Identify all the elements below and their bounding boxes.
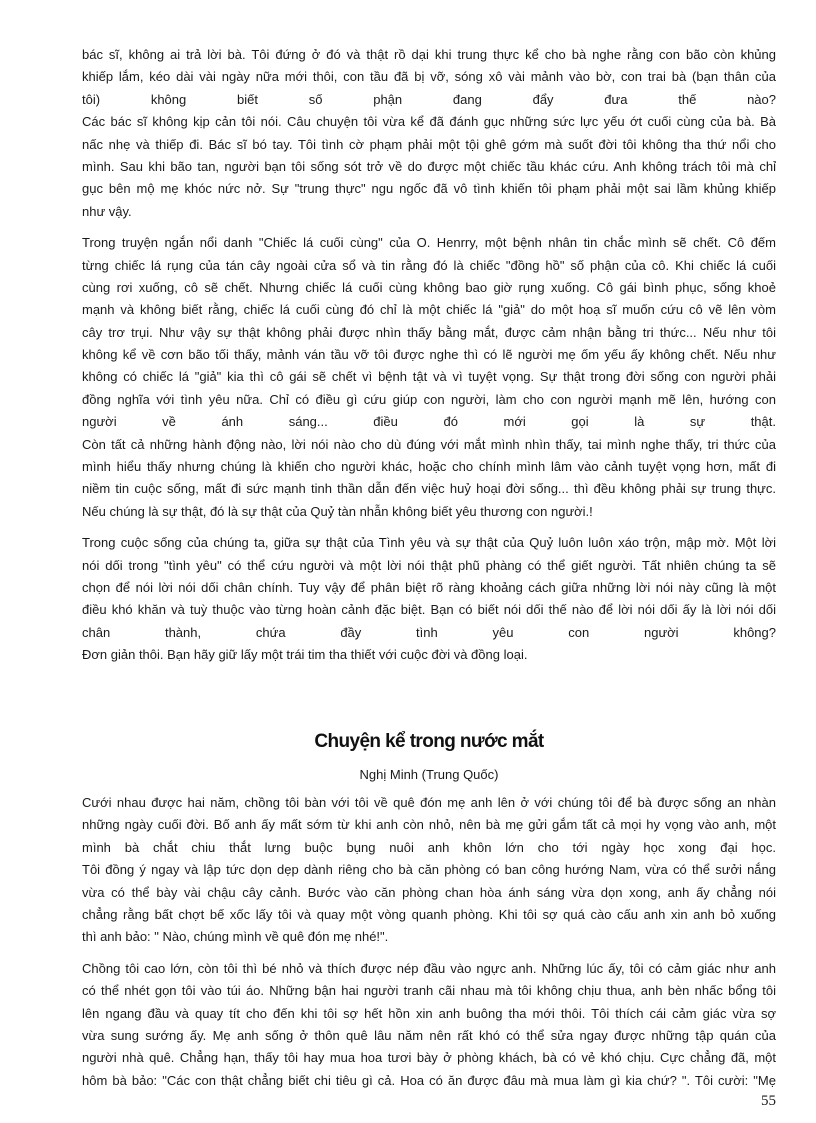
text-line: Còn tất cả những hành động nào, lời nói nào cho dù đúng với mắt mình nhìn thấy, tai mình nghe thấy, tri thức của xyxy=(82,436,776,452)
text-line: đồng nghĩa với tình yêu nữa. Chỉ có điều gì cứu giúp con người, làm cho con người mạnh mẽ lên, hướng con xyxy=(82,391,776,407)
text-line: mình bà chắt chiu thắt lưng buộc bụng nuôi anh khôn lớn cho tới ngày học xong đại học. xyxy=(82,839,776,855)
text-line: Đơn giản thôi. Bạn hãy giữ lấy một trái tim tha thiết với cuộc đời và đồng loại. xyxy=(82,647,528,663)
text-line: những ngày cuối đời. Bố anh ấy mất sớm từ khi anh còn nhỏ, nên bà mẹ gửi gắm tất cả mọi hy vọng vào anh, một xyxy=(82,817,776,833)
text-line: người nhà quê. Chẳng hạn, thấy tôi hay mua hoa tươi bày ở phòng khách, bà có vẻ khó chịu. Cực chẳng đã, một xyxy=(82,1050,776,1066)
paragraph xyxy=(82,232,776,523)
text-line: tôi) không biết số phận đang đẩy đưa thế nào? xyxy=(82,91,776,107)
story-header xyxy=(82,728,776,786)
text-line: vừa có thể bày vài chậu cây cảnh. Bước vào căn phòng chan hòa ánh sáng vừa dọn xong, anh ấy chẳng nói xyxy=(82,884,776,900)
paragraph xyxy=(82,532,776,666)
text-line: nói dối trong "tình yêu" có thể cứu người và một lời nói thật phũ phàng có thể giết người. Tất nhiên chúng ta sẽ xyxy=(82,557,776,573)
page-body-top xyxy=(82,44,776,667)
text-line: mạnh và không biết rằng, chiếc lá cuối cùng đó chỉ là một chiếc lá "giả" do một hoạ sĩ muốn cứu cô vẽ lên vòm xyxy=(82,302,776,318)
text-line: mình. Sau khi bão tan, người bạn tôi sống sót trở về do được một chiếc tầu khác cứu. Anh không trách tôi mà chỉ xyxy=(82,158,776,174)
text-line: Nếu chúng là sự thật, đó là sự thật của Quỷ tàn nhẫn không biết yêu thương con người.! xyxy=(82,503,593,519)
text-line: Tôi đồng ý ngay và lập tức dọn dẹp dành riêng cho bà căn phòng có ban công hướng Nam, vừa có thể sưởi nắng xyxy=(82,862,776,878)
text-line: nấc nhẹ và thiếp đi. Bác sĩ bó tay. Tôi tình cờ phạm phải một tội ghê gớm mà suốt đời tôi không tha thứ nổi cho xyxy=(82,136,776,152)
story-author: Nghị Minh (Trung Quốc) xyxy=(359,767,499,782)
text-line: không có chiếc lá "giả" kia thì cô gái sẽ chết vì bệnh tật và vì tuyệt vọng. Sự thật trong đời sống con người phải xyxy=(82,369,776,385)
story-title: Chuyện kể trong nước mắt xyxy=(314,731,544,752)
text-line: Trong cuộc sống của chúng ta, giữa sự thật của Tình yêu và sự thật của Quỷ luôn luôn xáo trộn, mập mờ. Một lời xyxy=(82,535,776,551)
text-line: khiếp lắm, kéo dài vài ngày nữa mới thôi, con tầu đã bị vỡ, sóng xô vài mảnh vào bờ, con trai bà (bạn thân của xyxy=(82,69,776,85)
text-line: Chồng tôi cao lớn, còn tôi thì bé nhỏ và thích được nép đầu vào ngực anh. Những lúc ấy, tôi có cảm giác như anh xyxy=(82,960,776,976)
text-line: chọn để nói lời nói dối chân chính. Tuy vậy để phân biệt rõ ràng khoảng cách giữa những lời nói này cũng là một xyxy=(82,579,776,595)
text-line: cây trơ trụi. Như vậy sự thật không phải được nhìn thấy bằng mắt, được cảm nhận bằng tri thức... Nếu như tôi xyxy=(82,324,776,340)
text-line: bác sĩ, không ai trả lời bà. Tôi đứng ở đó và thật rồ dại khi trung thực kể cho bà nghe rằng con bão còn khủng xyxy=(82,47,776,62)
text-line: điều khó khăn và tuỳ thuộc vào từng hoàn cảnh đặc biệt. Bạn có biết nói dối thế nào để lời nói dối ấy là lời nói dối xyxy=(82,602,776,618)
text-line: gục bên mộ mẹ khóc nức nở. Sự "trung thực" ngu ngốc đã vô tình khiến tôi phạm phải một sai lầm khủng khiếp xyxy=(82,181,776,197)
paragraph xyxy=(82,792,776,949)
text-line: lên ngang đầu và quay tít cho đến khi tôi sợ hết hồn xin anh buông tha mới thôi. Tôi thích cái cảm giác vừa sợ xyxy=(82,1005,776,1021)
text-line: cùng rơi xuống, cô sẽ chết. Nhưng chiếc lá cuối cùng không bao giờ rụng xuống. Cô gái bình phục, sống khoẻ xyxy=(82,279,776,295)
text-line: chẳng rằng bất chợt bế xốc lấy tôi và quay một vòng quanh phòng. Khi tôi sợ quá cào cấu anh xin anh bỏ xuống xyxy=(82,906,776,922)
text-line: vừa sung sướng ấy. Mẹ anh sống ở thôn quê lâu năm nên rất khó có thể sửa ngay được những tập quán của xyxy=(82,1027,776,1043)
page-body-bottom xyxy=(82,792,776,1092)
text-line: thì anh bảo: " Nào, chúng mình về quê đón mẹ nhé!". xyxy=(82,929,389,945)
text-line: Cưới nhau được hai năm, chồng tôi bàn với tôi về quê đón mẹ anh lên ở với chúng tôi để bà được sống an nhàn xyxy=(82,795,776,810)
paragraph xyxy=(82,958,776,1092)
text-line: từng chiếc lá rụng của tán cây ngoài cửa sổ và tin rằng đó là chiếc "đồng hồ" số phận của cô. Khi chiếc lá cuối xyxy=(82,257,776,273)
text-line: chân thành, chứa đầy tình yêu con người không? xyxy=(82,624,776,640)
text-line: người về ánh sáng... điều đó mới gọi là sự thật. xyxy=(82,414,776,430)
text-line: Trong truyện ngắn nổi danh "Chiếc lá cuối cùng" của O. Henrry, một bệnh nhân tin chắc mình sẽ chết. Cô đếm xyxy=(82,235,776,251)
page-number: 55 xyxy=(761,1093,776,1109)
text-line: hôm bà bảo: "Các con thật chẳng biết chi tiêu gì cả. Hoa có ăn được đâu mà mua làm gì kia chứ? ". Tôi cười: "Mẹ xyxy=(82,1072,776,1088)
paragraph xyxy=(82,44,776,223)
text-line: có thể nhét gọn tôi vào túi áo. Những bận hai người tranh cãi nhau mà tôi không chịu thua, anh bèn nhấc bổng tôi xyxy=(82,983,776,999)
text-line: Các bác sĩ không kịp cản tôi nói. Câu chuyện tôi vừa kể đã đánh gục những sức lực yếu ớt cuối cùng của bà. Bà xyxy=(82,114,776,130)
text-line: mình hiểu thấy nhưng chúng là khiến cho người khác, hoặc cho chính mình lâm vào cảnh tuyệt vọng hơn, mất đi xyxy=(82,459,776,475)
text-line: như vậy. xyxy=(82,203,132,219)
text-line: niềm tin cuộc sống, mất đi sức mạnh tinh thần dẫn đến việc huỷ hoại đời sống... thì đều không phải sự trung thực. xyxy=(82,481,776,497)
text-line: không kể về cơn bão tối thấy, mảnh ván tầu vỡ tôi được nghe thì có lẽ người mẹ ốm yếu ấy không chết. Nếu như xyxy=(82,347,776,363)
